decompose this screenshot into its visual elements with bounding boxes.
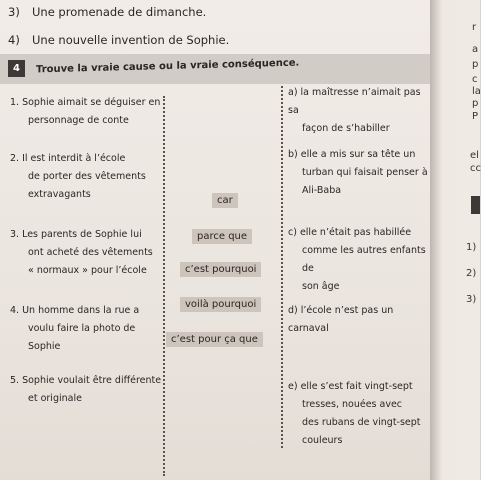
cause-item (10, 94, 160, 130)
connector-word: c’est pour ça que (166, 332, 263, 347)
consequence-item (288, 378, 421, 450)
item-line: comme les autres enfants de (302, 245, 426, 274)
item-line: Sophie (28, 341, 61, 352)
page-edge-text: la (472, 86, 481, 97)
item-line: 3. Les parents de Sophie lui (10, 229, 142, 240)
list-item-number: 4) (8, 33, 20, 47)
item-line: de porter des vêtements (28, 171, 146, 182)
list-item-text: Une nouvelle invention de Sophie. (32, 33, 230, 47)
page-edge-number: 3) (466, 294, 477, 305)
item-line: des rubans de vingt-sept (302, 417, 421, 428)
item-line: c) elle n’était pas habillée (288, 227, 412, 238)
page-edge-number: 2) (466, 268, 477, 279)
item-line: « normaux » pour l’école (28, 265, 147, 276)
list-item-number: 3) (8, 5, 20, 19)
item-line: voulu faire la photo de (28, 323, 136, 334)
consequence-item (288, 224, 430, 296)
cause-item (10, 150, 146, 204)
item-line: Ali-Baba (302, 185, 342, 196)
page-edge-text: r (472, 22, 477, 33)
item-line: e) elle s’est fait vingt-sept (288, 381, 413, 392)
adjacent-page-edge (430, 0, 480, 480)
page-edge-text: P (472, 111, 479, 122)
item-line: b) elle a mis sur sa tête un (288, 149, 416, 160)
page-edge-text: c (472, 74, 478, 85)
item-line: 4. Un homme dans la rue a (10, 305, 140, 316)
consequence-item (288, 84, 430, 138)
connector-word: parce que (192, 229, 252, 244)
item-line: personnage de conte (28, 115, 129, 126)
item-line: d) l’école n’est pas un carnaval (288, 305, 394, 334)
page-edge-text: p (472, 98, 479, 109)
cause-item (10, 226, 153, 280)
item-line: 2. Il est interdit à l’école (10, 153, 126, 164)
item-line: façon de s’habiller (302, 123, 390, 134)
page-edge-text: el (470, 150, 479, 161)
item-line: son âge (302, 281, 340, 292)
exercise-number: 4 (8, 60, 25, 77)
list-item (8, 5, 206, 19)
exercise-header (0, 54, 430, 84)
list-item (8, 33, 229, 47)
item-line: turban qui faisait penser à (302, 167, 428, 178)
item-line: a) la maîtresse n’aimait pas sa (288, 87, 421, 116)
list-item-text: Une promenade de dimanche. (32, 5, 207, 19)
item-line: extravagants (28, 189, 91, 200)
connector-word: voilà pourquoi (180, 297, 261, 312)
cause-item (10, 372, 161, 408)
connector-word: c’est pourquoi (180, 262, 261, 277)
exercise-title: Trouve la vraie cause ou la vraie conséquence. (36, 57, 300, 76)
item-line: couleurs (302, 435, 343, 446)
consequence-item (288, 146, 428, 200)
item-line: 1. Sophie aimait se déguiser en (10, 97, 161, 108)
page-edge-tab (471, 196, 480, 214)
page-edge-text: p (472, 59, 479, 70)
consequence-item (288, 302, 430, 338)
page-edge-text: a (472, 44, 479, 55)
item-line: 5. Sophie voulait être différente (10, 375, 162, 386)
cause-item (10, 302, 139, 356)
dotted-divider-right (281, 86, 283, 448)
page-edge-text: cc (470, 163, 481, 174)
item-line: tresses, nouées avec (302, 399, 403, 410)
item-line: et originale (28, 393, 82, 404)
dotted-divider-left (163, 96, 165, 476)
item-line: ont acheté des vêtements (28, 247, 153, 258)
connector-word: car (212, 193, 238, 208)
page-edge-number: 1) (466, 242, 477, 253)
